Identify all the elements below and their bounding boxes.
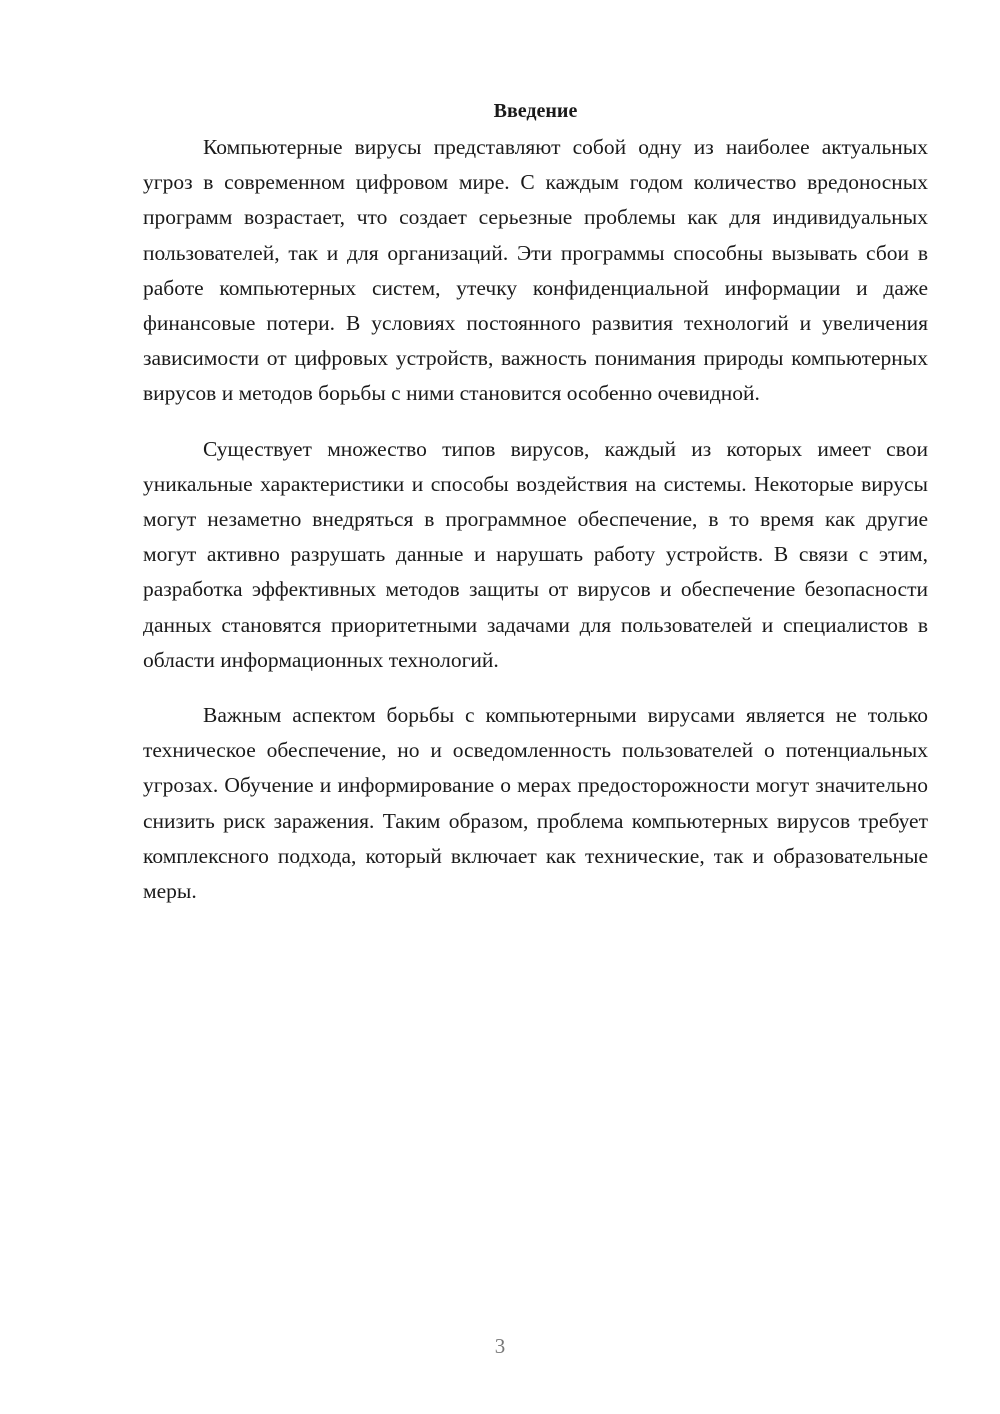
page-content (143, 96, 928, 929)
paragraph-3: Важным аспектом борьбы с компьютерными вирусами является не только техническое обеспечение, но и осведомленность пользователей о потенциальных угрозах. Обучение и информирование о мерах предосторожности могут значительно снизить риск заражения. Таким образом, проблема компьютерных вирусов требует комплексного подхода, который включает как технические, так и образовательные меры. (143, 703, 928, 904)
page-number: 3 (494, 1334, 506, 1358)
section-title: Введение (493, 100, 578, 122)
paragraph-2: Существует множество типов вирусов, каждый из которых имеет свои уникальные характеристики и способы воздействия на системы. Некоторые вирусы могут незаметно внедряться в программное обеспечение, в то время как другие могут активно разрушать данные и нарушать работу устройств. В связи с этим, разработка эффективных методов защиты от вирусов и обеспечение безопасности данных становятся приоритетными задачами для пользователей и специалистов в области информационных технологий. (143, 436, 928, 672)
paragraph-1: Компьютерные вирусы представляют собой одну из наиболее актуальных угроз в современном цифровом мире. С каждым годом количество вредоносных программ возрастает, что создает серьезные проблемы как для индивидуальных пользователей, так и для организаций. Эти программы способны вызывать сбои в работе компьютерных систем, утечку конфиденциальной информации и даже финансовые потери. В условиях постоянного развития технологий и увеличения зависимости от цифровых устройств, важность понимания природы компьютерных вирусов и методов борьбы с ними становится особенно очевидной. (143, 135, 928, 406)
